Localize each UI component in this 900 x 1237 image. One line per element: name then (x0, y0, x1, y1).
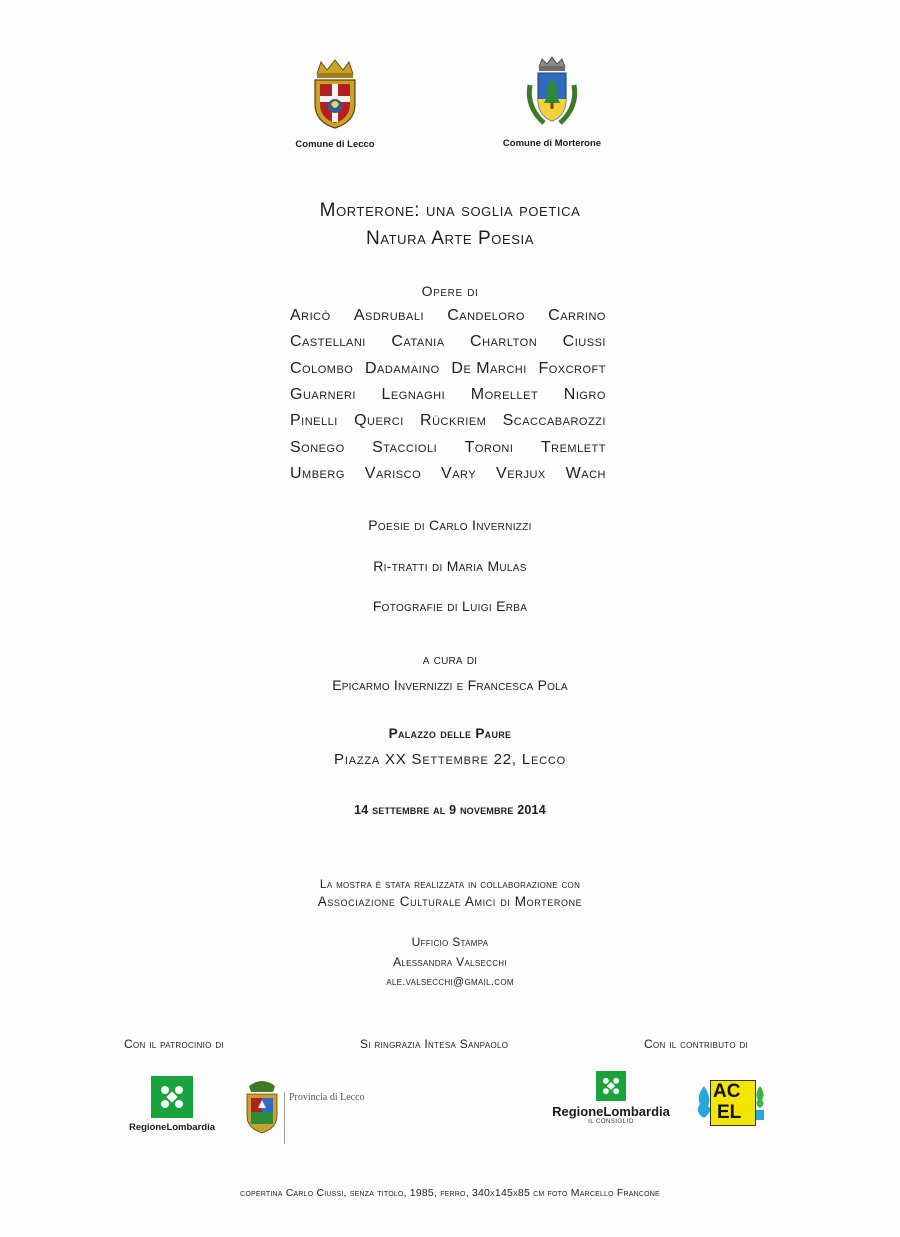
artists-row (290, 303, 606, 329)
curated-label: a cura di (422, 651, 478, 667)
artists-row (290, 408, 606, 434)
patrocinio-label: Con il patrocinio di (124, 1037, 224, 1051)
artist-name: Sonego (290, 438, 345, 456)
artist-name: Castellani (290, 333, 366, 351)
cover-credit-footer: copertina Carlo Ciussi, senza titolo, 1985, ferro, 340x145x85 cm foto Marcello Francone (240, 1187, 660, 1199)
provincia-divider (284, 1092, 285, 1144)
artist-name: Querci (354, 412, 404, 430)
consiglio-text: IL CONSIGLIO (588, 1119, 634, 1125)
regione-lombardia-consiglio-logo (540, 1071, 682, 1125)
artist-name: Nigro (563, 386, 606, 404)
artists-row (290, 356, 606, 382)
artist-name: Candeloro (447, 307, 525, 325)
credit-fotografie: Fotografie di Luigi Erba (372, 598, 528, 614)
artist-name: Tremlett (540, 438, 606, 456)
regione-lombardia-logo-small (120, 1076, 224, 1133)
artist-name: Asdrubali (353, 307, 425, 325)
artist-name: Vary (441, 464, 477, 482)
provincia-text: Provincia di Lecco (289, 1092, 365, 1103)
lombardia-rose-icon (596, 1071, 626, 1101)
acel-top-text: AC (713, 1081, 741, 1102)
opere-label: Opere di (421, 283, 479, 299)
title-line-2: Natura Arte Poesia (366, 228, 534, 249)
acel-block (710, 1080, 756, 1126)
acel-bottom-text: EL (717, 1102, 742, 1123)
acel-logo (694, 1080, 768, 1126)
morterone-coat-of-arms-icon (522, 55, 582, 129)
provincia-coat-of-arms-icon (243, 1078, 281, 1134)
morterone-crest (496, 55, 608, 149)
collaboration-line-2: Associazione Culturale Amici di Morterone (317, 894, 583, 909)
artists-row (290, 461, 606, 487)
artist-name: Catania (391, 333, 445, 351)
artist-name: Dadamaino (365, 359, 440, 377)
artist-name: Colombo (290, 359, 354, 377)
venue-address: Piazza XX Settembre 22, Lecco (334, 751, 566, 768)
ringrazia-label: Si ringrazia Intesa Sanpaolo (360, 1037, 509, 1051)
artist-name: Varisco (364, 464, 422, 482)
lombardia-rose-icon (151, 1076, 193, 1118)
artist-name: Guarneri (290, 386, 356, 404)
artist-name: Wach (565, 464, 606, 482)
credit-poesie: Poesie di Carlo Invernizzi (368, 517, 532, 533)
lecco-coat-of-arms-icon (309, 58, 361, 130)
exhibition-dates: 14 settembre al 9 novembre 2014 (354, 803, 546, 817)
provincia-lecco-logo (243, 1078, 365, 1144)
artists-row (290, 329, 606, 355)
artist-name: Pinelli (290, 412, 338, 430)
artist-name: Rückriem (420, 412, 487, 430)
press-office (0, 932, 900, 992)
artist-name: Foxcroft (538, 359, 606, 377)
artist-name: Ciussi (562, 333, 606, 351)
press-office-name: Alessandra Valsecchi (393, 955, 507, 969)
title-line-1: Morterone: una soglia poetica (319, 200, 581, 221)
exhibition-title (0, 197, 900, 253)
artist-name: Legnaghi (381, 386, 446, 404)
press-office-label: Ufficio Stampa (411, 935, 489, 949)
artist-name: Verjux (496, 464, 546, 482)
press-office-email[interactable]: ale.valsecchi@gmail.com (386, 976, 514, 988)
artist-name: Carrino (548, 307, 606, 325)
artist-name: Scaccabarozzi (502, 412, 606, 430)
collaboration-note (0, 876, 900, 910)
artists-row (290, 382, 606, 408)
regione-lombardia-small-text: RegioneLombardia (128, 1122, 216, 1133)
lecco-crest (285, 58, 385, 150)
artist-name: Umberg (290, 464, 345, 482)
artist-name: De Marchi (451, 359, 527, 377)
artist-name: Toroni (464, 438, 514, 456)
collaboration-line-1: La mostra è stata realizzata in collaborazione con (319, 877, 581, 891)
contributo-label: Con il contributo di (644, 1037, 749, 1051)
artist-name: Aricò (290, 307, 331, 325)
artists-list (290, 303, 606, 487)
artists-row (290, 434, 606, 460)
regione-lombardia-large-text: RegioneLombardia (552, 1104, 670, 1119)
artist-name: Charlton (470, 333, 538, 351)
acel-energy-icon (754, 1084, 766, 1122)
artist-name: Morellet (470, 386, 539, 404)
curators-names: Epicarmo Invernizzi e Francesca Pola (332, 677, 568, 693)
morterone-caption: Comune di Morterone (502, 138, 602, 149)
lecco-caption: Comune di Lecco (295, 139, 375, 150)
venue-name: Palazzo delle Paure (388, 726, 512, 741)
credit-ritratti: Ri-tratti di Maria Mulas (373, 558, 527, 574)
artist-name: Staccioli (372, 438, 438, 456)
